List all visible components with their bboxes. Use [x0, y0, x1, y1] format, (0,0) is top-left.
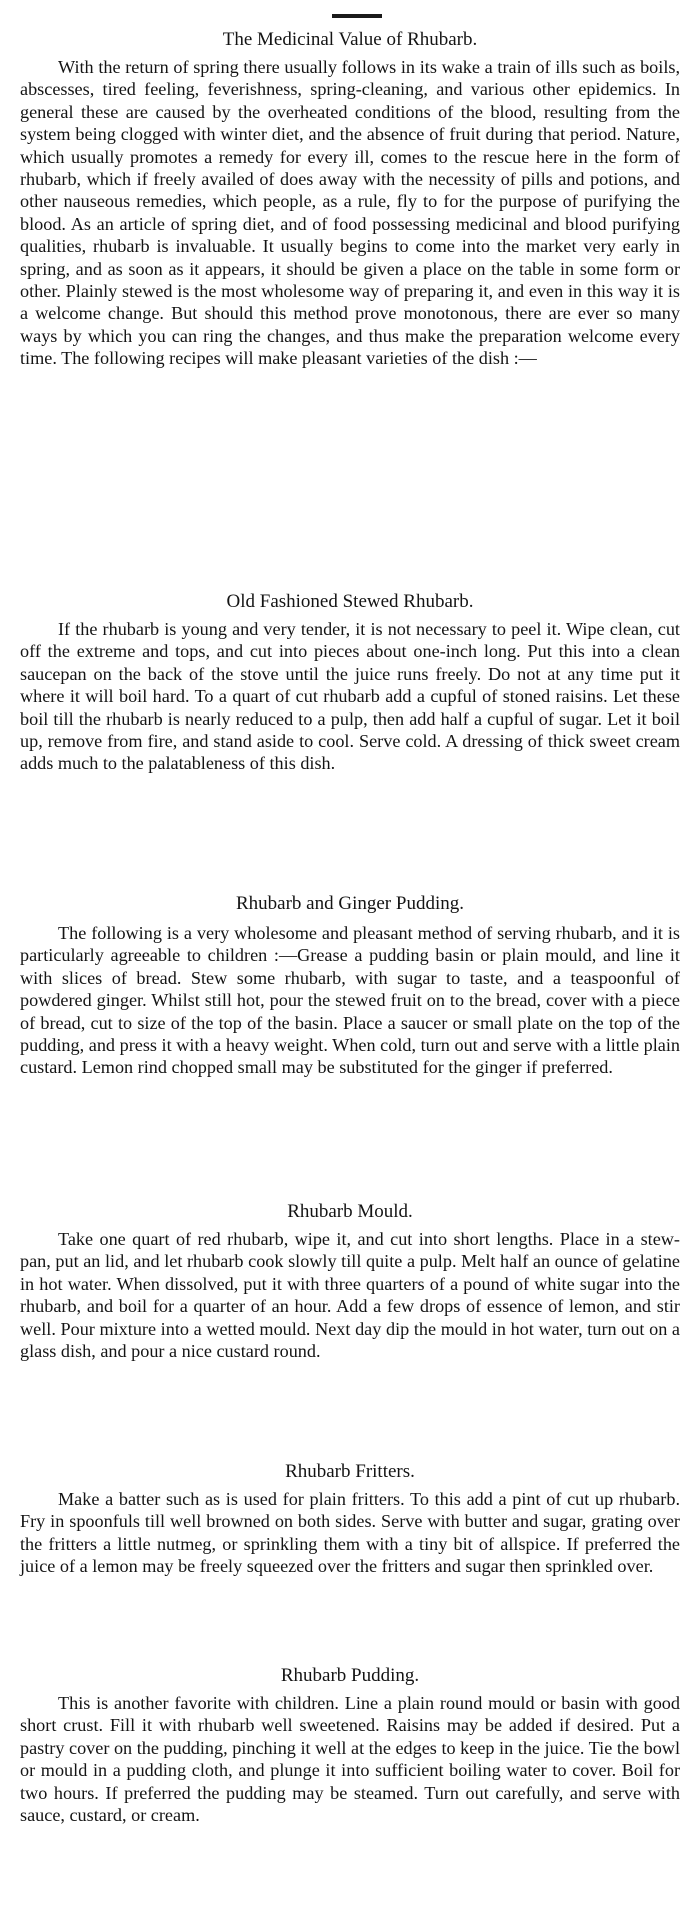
- recipe-body-stewed: If the rhubarb is young and very tender, it is not necessary to peel it. Wipe clean, cut off the extreme and tops, and cut into pieces about one-inch long. Put this into a clean saucepan on the back of the stove until the juice runs freely. Do not at any time put it where it will boil hard. To a quart of cut rhubarb add a cupful of stoned raisins. Let these boil till the rhubarb is nearly reduced to a pulp, then add half a cupful of sugar. Let it boil up, remove from fire, and stand aside to cool. Serve cold. A dressing of thick sweet cream adds much to the palatableness of this dish.: [20, 619, 680, 774]
- recipe-title-pudding: Rhubarb Pudding.: [280, 1665, 420, 1686]
- header-rule: [332, 14, 382, 18]
- recipe-title-ginger-pudding: Rhubarb and Ginger Pudding.: [236, 893, 464, 914]
- recipe-title-mould: Rhubarb Mould.: [287, 1201, 413, 1222]
- newspaper-column: [14, 0, 686, 1906]
- article-intro: With the return of spring there usually follows in its wake a train of ills such as boils, abscesses, tired feeling, feverishness, spring-cleaning, and various other epidemics. In general these are caused by the overheated conditions of the blood, resulting from the system being clogged with winter diet, and the absence of fruit during that period. Nature, which usually promotes a remedy for every ill, comes to the rescue here in the form of rhubarb, which if freely availed of does away with the necessity of pills and potions, and other nauseous remedies, which people, as a rule, fly to for the purpose of purifying the blood. As an article of spring diet, and of food possessing medicinal and blood purifying qualities, rhubarb is invaluable. It usually begins to come into the market very early in spring, and as soon as it appears, it should be given a place on the table in some form or other. Plainly stewed is the most wholesome way of preparing it, and even in this way it is a welcome change. But should this method prove monotonous, there are ever so many ways by which you can ring the changes, and thus make the preparation welcome every time. The following recipes will make pleasant varieties of the dish :—: [20, 57, 680, 369]
- recipe-body-ginger-pudding: The following is a very wholesome and pleasant method of serving rhubarb, and it is particularly agreeable to children :—Grease a pudding basin or plain mould, and line it with slices of bread. Stew some rhubarb, with sugar to taste, and a teaspoonful of powdered ginger. Whilst still hot, pour the stewed fruit on to the bread, cover with a piece of bread, cut to size of the top of the basin. Place a saucer or small plate on the top of the pudding, and press it with a heavy weight. When cold, turn out and serve with a little plain custard. Lemon rind chopped small may be substituted for the ginger if preferred.: [20, 923, 680, 1078]
- recipe-body-mould: Take one quart of red rhubarb, wipe it, and cut into short lengths. Place in a stew-pan, put an lid, and let rhubarb cook slowly till quite a pulp. Melt half an ounce of gelatine in hot water. When dissolved, put it with three quarters of a pound of white sugar into the rhubarb, and boil for a quarter of an hour. Add a few drops of essence of lemon, and stir well. Pour mixture into a wetted mould. Next day dip the mould in hot water, turn out on a glass dish, and pour a nice custard round.: [20, 1229, 680, 1362]
- article-title: The Medicinal Value of Rhubarb.: [222, 29, 478, 50]
- recipe-body-fritters: Make a batter such as is used for plain fritters. To this add a pint of cut up rhubarb. Fry in spoonfuls till well browned on both sides. Serve with butter and sugar, grating over the fritters a little nutmeg, or sprinkling them with a tiny bit of allspice. If preferred the juice of a lemon may be freely squeezed over the fritters and sugar then sprinkled over.: [20, 1489, 680, 1577]
- recipe-title-fritters: Rhubarb Fritters.: [285, 1461, 415, 1482]
- recipe-title-stewed: Old Fashioned Stewed Rhubarb.: [226, 591, 474, 612]
- recipe-body-pudding: This is another favorite with children. Line a plain round mould or basin with good short crust. Fill it with rhubarb well sweetened. Raisins may be added if desired. Put a pastry cover on the pudding, pinching it well at the edges to keep in the juice. Tie the bowl or mould in a pudding cloth, and plunge it into sufficient boiling water to cover. Boil for two hours. If preferred the pudding may be steamed. Turn out carefully, and serve with sauce, custard, or cream.: [20, 1693, 680, 1826]
